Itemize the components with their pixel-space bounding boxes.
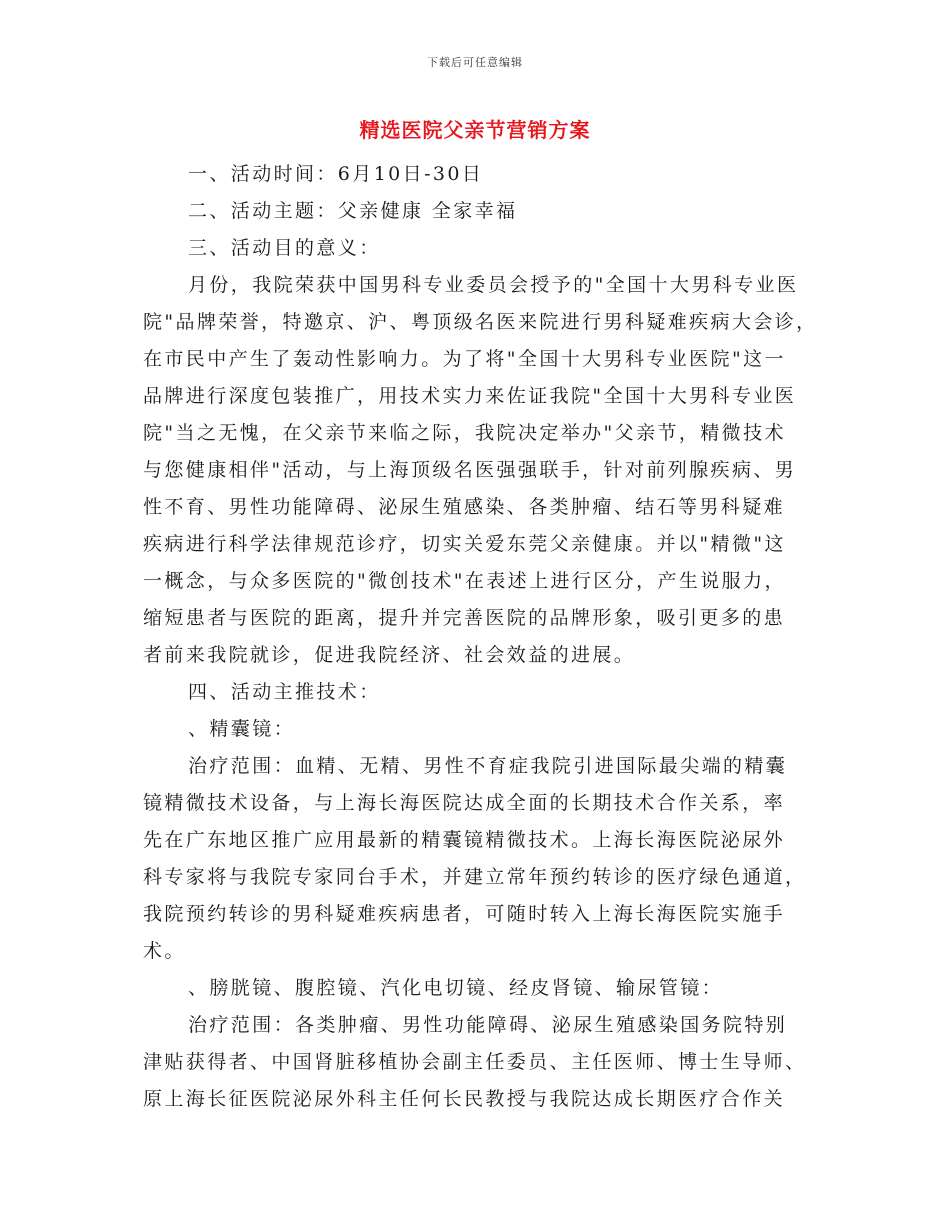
text-line: 原上海长征医院泌尿外科主任何长民教授与我院达成长期医疗合作关: [143, 1088, 786, 1110]
text-line: 二、活动主题：父亲健康 全家幸福: [188, 200, 518, 222]
text-line: 镜精微技术设备，与上海长海医院达成全面的长期技术合作关系，率: [143, 792, 786, 814]
text-line: 性不育、男性功能障碍、泌尿生殖感染、各类肿瘤、结石等男科疑难: [143, 496, 786, 518]
text-line: 院"品牌荣誉，特邀京、沪、粤顶级名医来院进行男科疑难疾病大会诊，: [143, 311, 818, 333]
text-line: 与您健康相伴"活动，与上海顶级名医强强联手，针对前列腺疾病、男: [143, 459, 797, 481]
text-line: 、精囊镜：: [188, 718, 296, 740]
header-note: 下载后可任意编辑: [427, 56, 523, 69]
text-line: 一、活动时间：6月10日-30日: [188, 163, 484, 185]
text-line: 在市民中产生了轰动性影响力。为了将"全国十大男科专业医院"这一: [143, 348, 786, 370]
text-line: 缩短患者与医院的距离，提升并完善医院的品牌形象，吸引更多的患: [143, 607, 786, 629]
text-line: 疾病进行科学法律规范诊疗，切实关爱东莞父亲健康。并以"精微"这: [143, 533, 786, 555]
text-line: 治疗范围：各类肿瘤、男性功能障碍、泌尿生殖感染国务院特别: [188, 1014, 788, 1036]
document-title: 精选医院父亲节营销方案: [359, 118, 591, 142]
text-line: 月份，我院荣获中国男科专业委员会授予的"全国十大男科专业医: [188, 274, 799, 296]
text-line: 我院预约转诊的男科疑难疾病患者，可随时转入上海长海医院实施手: [143, 903, 786, 925]
text-line: 科专家将与我院专家同台手术，并建立常年预约转诊的医疗绿色通道，: [143, 866, 807, 888]
text-line: 品牌进行深度包装推广，用技术实力来佐证我院"全国十大男科专业医: [143, 385, 797, 407]
text-line: 津贴获得者、中国肾脏移植协会副主任委员、主任医师、博士生导师、: [143, 1051, 807, 1073]
text-line: 治疗范围：血精、无精、男性不育症我院引进国际最尖端的精囊: [188, 755, 788, 777]
text-line: 四、活动主推技术：: [188, 681, 381, 703]
text-line: 先在广东地区推广应用最新的精囊镜精微技术。上海长海医院泌尿外: [143, 829, 786, 851]
text-line: 院"当之无愧，在父亲节来临之际，我院决定举办"父亲节，精微技术: [143, 422, 786, 444]
text-line: 三、活动目的意义：: [188, 237, 381, 259]
text-line: 者前来我院就诊，促进我院经济、社会效益的进展。: [143, 644, 636, 666]
text-line: 、膀胱镜、腹腔镜、汽化电切镜、经皮肾镜、输尿管镜：: [188, 977, 724, 999]
text-line: 一概念，与众多医院的"微创技术"在表述上进行区分，产生说服力，: [143, 570, 786, 592]
text-line: 术。: [143, 940, 186, 962]
